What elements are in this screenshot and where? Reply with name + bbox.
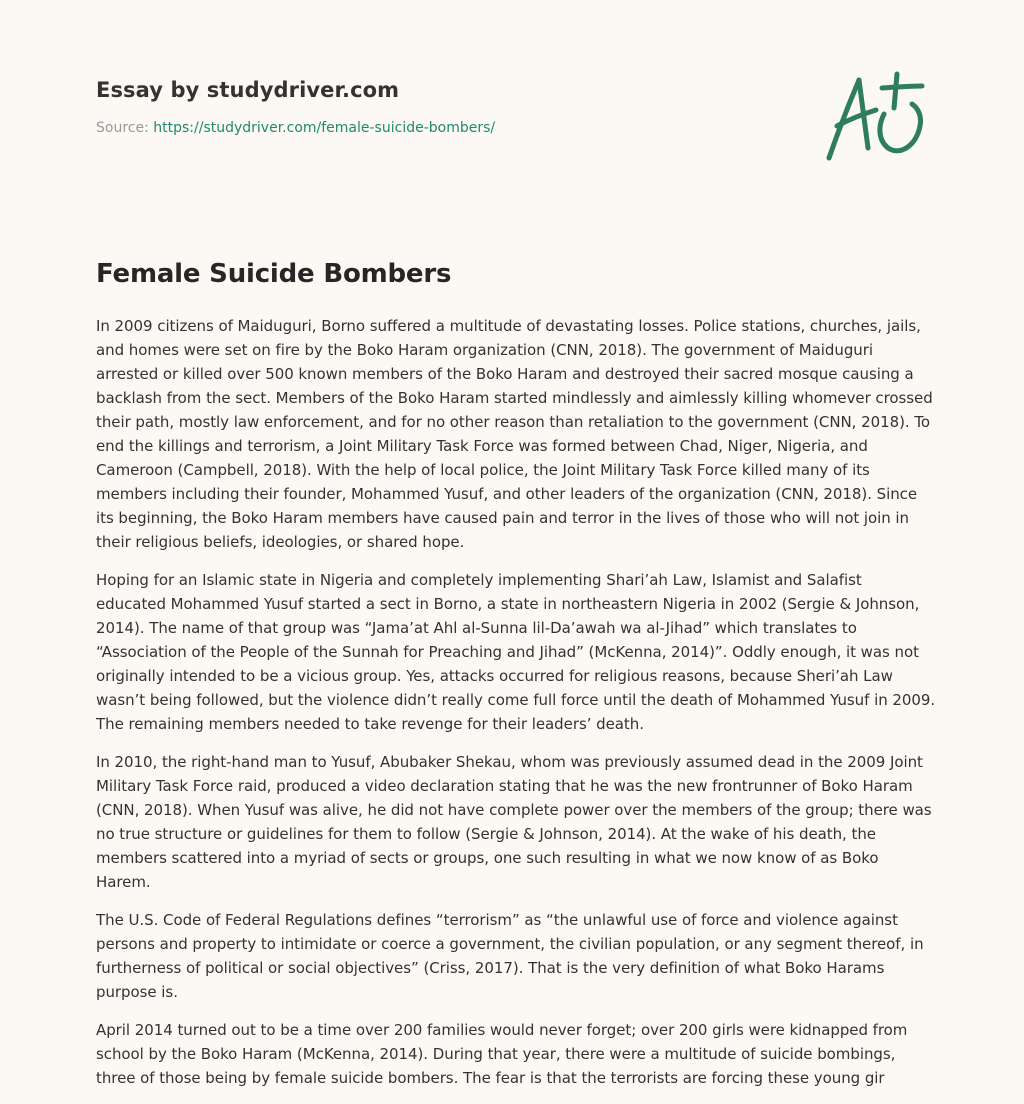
source-line xyxy=(96,118,796,138)
essay-paragraph: In 2010, the right-hand man to Yusuf, Abubaker Shekau, whom was previously assumed dead in the 2009 Joint Military Task Force raid, produced a video declaration stating that he was the new frontrunner of Boko Haram (CNN, 2018). When Yusuf was alive, he did not have complete power over the members of the group; there was no true structure or guidelines for them to follow (Sergie & Johnson, 2014). At the wake of his death, the members scattered into a myriad of sects or groups, one such resulting in what we now know of as Boko Harem. xyxy=(96,753,932,891)
source-label: Source: xyxy=(96,120,154,136)
essay-paragraph: In 2009 citizens of Maiduguri, Borno suffered a multitude of devastating losses. Police stations, churches, jails, and homes were set on fire by the Boko Haram organization (CNN, 2018). The government of Maiduguri arrested or killed over 500 known members of the Boko Haram and destroyed their sacred mosque causing a backlash from the sect. Members of the Boko Haram started mindlessly and aimlessly killing whomever crossed their path, mostly law enforcement, and for no other reason than retaliation to the government (CNN, 2018). To end the killings and terrorism, a Joint Military Task Force was formed between Chad, Niger, Nigeria, and Cameroon (Campbell, 2018). With the help of local police, the Joint Military Task Force killed many of its members including their founder, Mohammed Yusuf, and other leaders of the organization (CNN, 2018). Since its beginning, the Boko Haram members have caused pain and terror in the lives of those who will not join in their religious beliefs, ideologies, or shared hope. xyxy=(96,317,933,551)
essay-header xyxy=(96,74,796,138)
brand-title: Essay by studydriver.com xyxy=(96,78,400,102)
essay-body xyxy=(96,314,936,1104)
essay-paragraph: April 2014 turned out to be a time over 200 families would never forget; over 200 girls were kidnapped from school by the Boko Haram (McKenna, 2014). During that year, there were a multitude of suicide bombings, three of those being by female suicide bombers. The fear is that the terrorists are forcing these young gir xyxy=(96,1021,908,1087)
source-link[interactable]: https://studydriver.com/female-suicide-bombers/ xyxy=(153,120,496,136)
essay-paragraph: The U.S. Code of Federal Regulations defines “terrorism” as “the unlawful use of force and violence against persons and property to intimidate or coerce a government, the civilian population, or any segment thereof, in furtherness of political or social objectives” (Criss, 2017). That is the very definition of what Boko Harams purpose is. xyxy=(96,911,924,1001)
a-plus-grade-logo-icon xyxy=(822,68,928,164)
essay-paragraph: Hoping for an Islamic state in Nigeria and completely implementing Shari’ah Law, Islamist and Salafist educated Mohammed Yusuf started a sect in Borno, a state in northeastern Nigeria in 2002 (Sergie & Johnson, 2014). The name of that group was “Jama’at Ahl al-Sunna lil-Da’awah wa al-Jihad” which translates to “Association of the People of the Sunnah for Preaching and Jihad” (McKenna, 2014)”. Oddly enough, it was not originally intended to be a vicious group. Yes, attacks occurred for religious reasons, because Sheri’ah Law wasn’t being followed, but the violence didn’t really come full force until the death of Mohammed Yusuf in 2009. The remaining members needed to take revenge for their leaders’ death. xyxy=(96,571,936,733)
essay-title: Female Suicide Bombers xyxy=(96,259,452,289)
